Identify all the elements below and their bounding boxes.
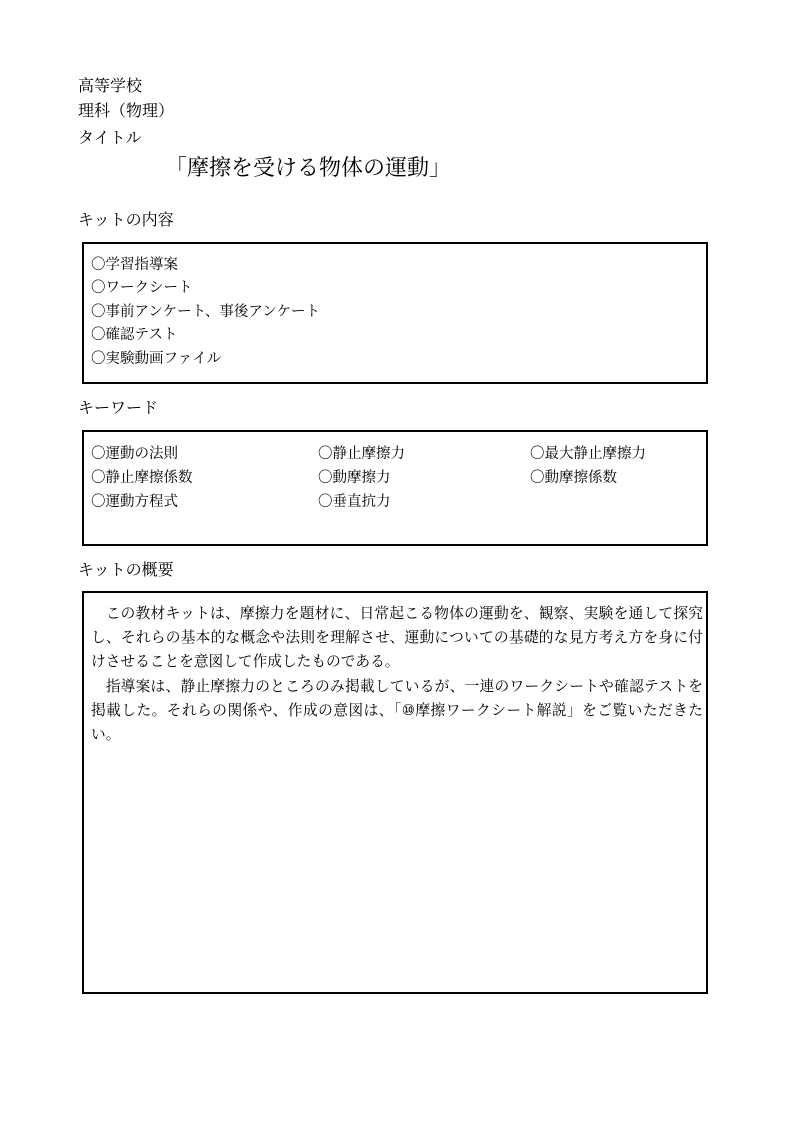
page-title: 「摩擦を受ける物体の運動」 [165,156,452,181]
keywords-heading: キーワード [78,398,159,417]
kit-contents-item: 〇ワークシート [91,280,193,297]
keyword-item: 〇運動方程式 [91,494,178,510]
kit-summary-text [91,602,703,747]
kit-summary-heading: キットの概要 [78,560,174,579]
keyword-item: 〇垂直抗力 [318,494,391,510]
kit-contents-heading: キットの内容 [78,210,174,229]
kit-contents-item: 〇事前アンケート、事後アンケート [91,303,320,320]
title-label: タイトル [78,128,142,147]
kit-contents-list [91,254,320,371]
kit-contents-item: 〇実験動画ファイル [91,350,222,367]
subject: 理科（物理） [78,101,175,120]
kit-contents-item: 〇確認テスト [91,327,178,344]
kit-contents-item: 〇学習指導案 [91,257,178,273]
keyword-item: 〇動摩擦係数 [530,470,617,486]
kit-contents-box [82,242,708,384]
keywords-box [82,430,708,546]
summary-paragraph: 指導案は、静止摩擦力のところのみ掲載しているが、一連のワークシートや確認テストを掲載した。それらの関係や、作成の意図は、「⑩摩擦ワークシート解説」をご覧いただきたい。 [91,677,703,744]
keyword-item: 〇動摩擦力 [318,470,391,486]
keyword-item: 〇静止摩擦力 [318,446,405,462]
kit-summary-box [82,591,708,994]
keyword-item: 〇静止摩擦係数 [91,470,193,486]
school-level: 高等学校 [78,76,143,95]
keyword-item: 〇最大静止摩擦力 [530,446,646,462]
summary-paragraph: この教材キットは、摩擦力を題材に、日常起こる物体の運動を、観察、実験を通して探究し、それらの基本的な概念や法則を理解させ、運動についての基礎的な見方考え方を身に付けさせることを意図して作成したものである。 [91,605,703,671]
keyword-item: 〇運動の法則 [91,446,178,462]
